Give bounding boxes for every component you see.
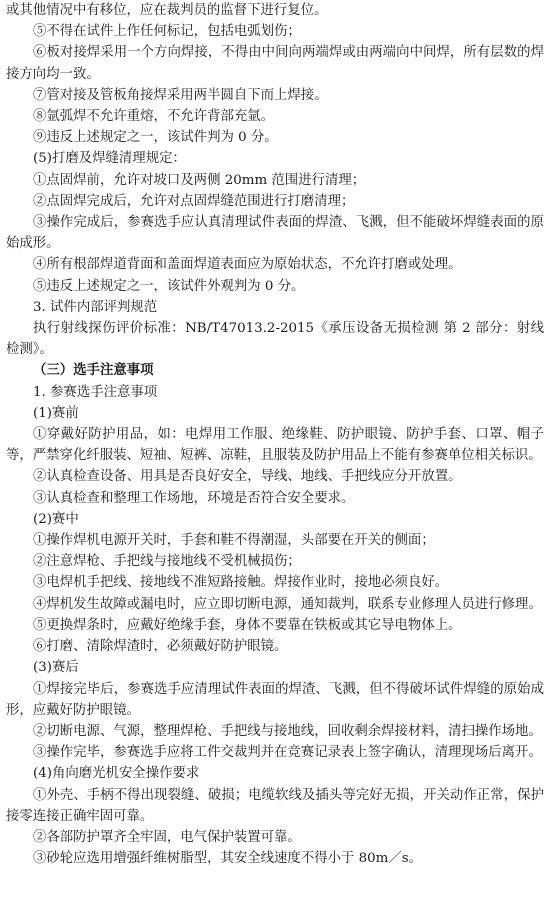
paragraph: ⑤违反上述规定之一，该试件外观判为 0 分。 <box>33 278 305 294</box>
paragraph: ①操作焊机电源开关时，手套和鞋不得潮湿，头部要在开关的侧面； <box>33 533 435 549</box>
paragraph: ④焊机发生故障或漏电时，应立即切断电源，通知裁判，联系专业修理人员进行修理。 <box>33 596 542 612</box>
paragraph: 执行射线探伤评价标准：NB/T47013.2-2015《承压设备无损检测 第 2 部分：射线检测》。 <box>6 321 544 358</box>
paragraph: ①点固焊前，允许对坡口及两侧 20mm 范围进行清理； <box>33 172 366 188</box>
paragraph: ②切断电源、气源，整理焊枪、手把线与接地线，回收剩余焊接材料，清扫操作场地。 <box>33 723 542 739</box>
paragraph: ⑤更换焊条时，应戴好绝缘手套，身体不要靠在铁板或其它导电物体上。 <box>33 617 462 633</box>
paragraph: 或其他情况中有移位，应在裁判员的监督下进行复位。 <box>6 3 328 18</box>
paragraph: ⑧氩弧焊不允许重熔，不允许背部充氩。 <box>33 109 275 125</box>
paragraph: (3)赛后 <box>33 660 79 676</box>
paragraph: ②认真检查设备、用具是否良好安全，导线、地线、手把线应分开放置。 <box>33 469 462 485</box>
paragraph: ③认真检查和整理工作场地，环境是否符合安全要求。 <box>33 490 355 506</box>
paragraph: ⑤不得在试件上作任何标记，包括电弧划伤； <box>33 24 301 40</box>
paragraph: ③操作完毕，参赛选手应将工件交裁判并在竞赛记录表上签字确认，清理现场后离开。 <box>33 745 542 761</box>
paragraph: (2)赛中 <box>33 511 79 527</box>
paragraph: (4)角向磨光机安全操作要求 <box>33 766 200 782</box>
paragraph: ③操作完成后，参赛选手应认真清理试件表面的焊渣、飞溅，但不能破坏焊缝表面的原始成形。 <box>6 215 544 252</box>
paragraph: ④所有根部焊道背面和盖面焊道表面应为原始状态，不允许打磨或处理。 <box>33 257 462 273</box>
paragraph: ⑦管对接及管板角接焊采用两半圆自下而上焊接。 <box>33 87 328 103</box>
paragraph: (1)赛前 <box>33 405 79 421</box>
paragraph: ②注意焊枪、手把线与接地线不受机械损伤； <box>33 554 301 570</box>
paragraph: ②各部防护罩齐全牢固，电气保护装置可靠。 <box>33 829 301 845</box>
paragraph: 1. 参赛选手注意事项 <box>33 384 158 400</box>
paragraph: ①外壳、手柄不得出现裂缝、破损；电缆软线及插头等完好无损，开关动作正常，保护接零连接正确牢固可靠。 <box>6 787 544 824</box>
paragraph: 3. 试件内部评判规范 <box>33 299 158 315</box>
paragraph: ⑥板对接焊采用一个方向焊接，不得由中间向两端焊或由两端向中间焊，所有层数的焊接方向均一致。 <box>6 45 544 82</box>
paragraph: ①焊接完毕后，参赛选手应清理试件表面的焊渣、飞溅，但不得破坏试件焊缝的原始成形，应戴好防护眼镜。 <box>6 681 544 718</box>
paragraph: ②点固焊完成后，允许对点固焊缝范围进行打磨清理； <box>33 193 355 209</box>
paragraph: ⑥打磨、清除焊渣时，必须戴好防护眼镜。 <box>33 639 288 655</box>
paragraph: ③砂轮应选用增强纤维树脂型，其安全线速度不得小于 80m／s。 <box>33 851 423 867</box>
paragraph: (5)打磨及焊缝清理规定： <box>33 151 186 167</box>
section-heading: （三）选手注意事项 <box>33 363 154 379</box>
paragraph: ⑨违反上述规定之一，该试件判为 0 分。 <box>33 130 278 146</box>
paragraph: ①穿戴好防护用品，如：电焊用工作服、绝缘鞋、防护眼镜、防护手套、口罩、帽子等，严禁穿化纤服装、短袖、短裤、凉鞋，且服装及防护用品上不能有参赛单位相关标识。 <box>6 427 544 464</box>
paragraph: ③电焊机手把线、接地线不准短路接触。焊接作业时，接地必须良好。 <box>33 575 449 591</box>
